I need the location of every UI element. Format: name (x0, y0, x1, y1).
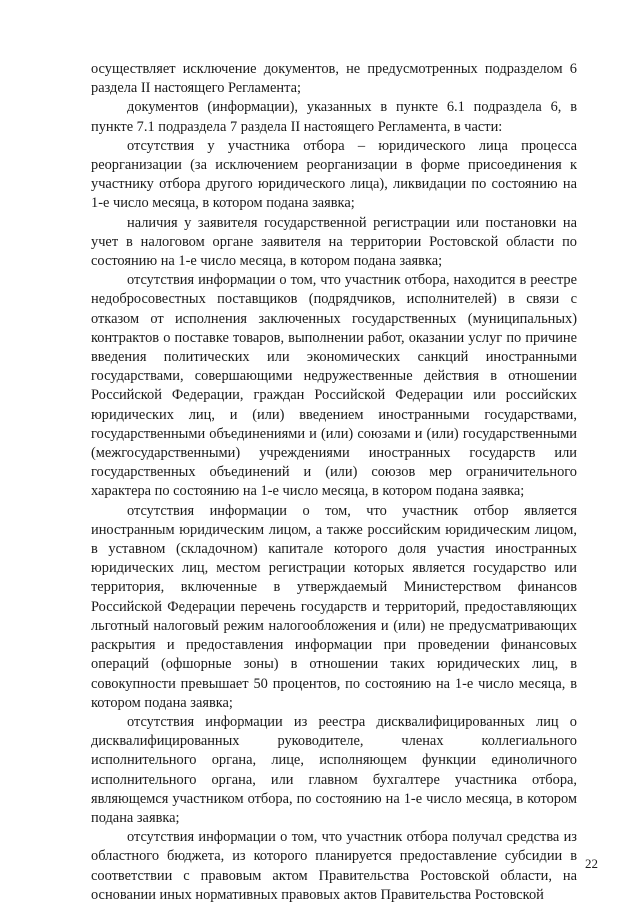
paragraph-1: осуществляет исключение документов, не предусмотренных подразделом 6 раздела II настоящего Регламента; (91, 61, 577, 97)
paragraph-5: отсутствия информации о том, что участник отбора, находится в реестре недобросовестных поставщиков (подрядчиков, исполнителей) в связи с отказом от исполнения заключенных государственных (муниципальных) контрактов о поставке товаров, выполнении работ, оказании услуг по причине введения политических или экономических санкций иностранными государствами, совершающими недружественные действия в отношении Российской Федерации, граждан Российской Федерации или российских юридических лиц, и (или) введением иностранными государствами, государственными объединениями и (или) союзами и (или) государственными (межгосударственными) учреждениями иностранных государств или государственных объединений и (или) союзов мер ограничительного характера по состоянию на 1-е число месяца, в котором подана заявка; (91, 272, 577, 500)
document-page (91, 60, 577, 905)
paragraph-6: отсутствия информации о том, что участник отбор является иностранным юридическим лицом, а также российским юридическим лицом, в уставном (складочном) капитале которого доля участия иностранных юридических лиц, местом регистрации которых является государство или территория, включенные в утверждаемый Министерством финансов Российской Федерации перечень государств и территорий, предоставляющих льготный налоговый режим налогообложения и (или) не предусматривающих раскрытия и предоставления информации при проведении финансовых операций (офшорные зоны) в отношении таких юридических лиц, в совокупности превышает 50 процентов, по состоянию на 1-е число месяца, в котором подана заявка; (91, 502, 577, 711)
page-number: 22 (585, 856, 598, 871)
paragraph-2: документов (информации), указанных в пункте 6.1 подраздела 6, в пункте 7.1 подраздела 7 раздела II настоящего Регламента, в части: (91, 99, 577, 135)
paragraph-7: отсутствия информации из реестра дисквалифицированных лиц о дисквалифицированных руководителе, членах коллегиального исполнительного органа, лице, исполняющем функции единоличного исполнительного органа, или главном бухгалтере участника отбора, являющемся участником отбора, по состоянию на 1-е число месяца, в котором подана заявка; (91, 713, 577, 826)
paragraph-4: наличия у заявителя государственной регистрации или постановки на учет в налоговом органе заявителя на территории Ростовской области по состоянию на 1-е число месяца, в котором подана заявка; (91, 214, 577, 270)
paragraph-3: отсутствия у участника отбора – юридического лица процесса реорганизации (за исключением реорганизации в форме присоединения к участнику отбора другого юридического лица), ликвидации по состоянию на 1-е число месяца, в котором подана заявка; (91, 137, 577, 212)
paragraph-8: отсутствия информации о том, что участник отбора получал средства из областного бюджета, из которого планируется предоставление субсидии в соответствии с правовым актом Правительства Ростовской области, на основании иных нормативных правовых актов Правительства Ростовской (91, 829, 577, 903)
